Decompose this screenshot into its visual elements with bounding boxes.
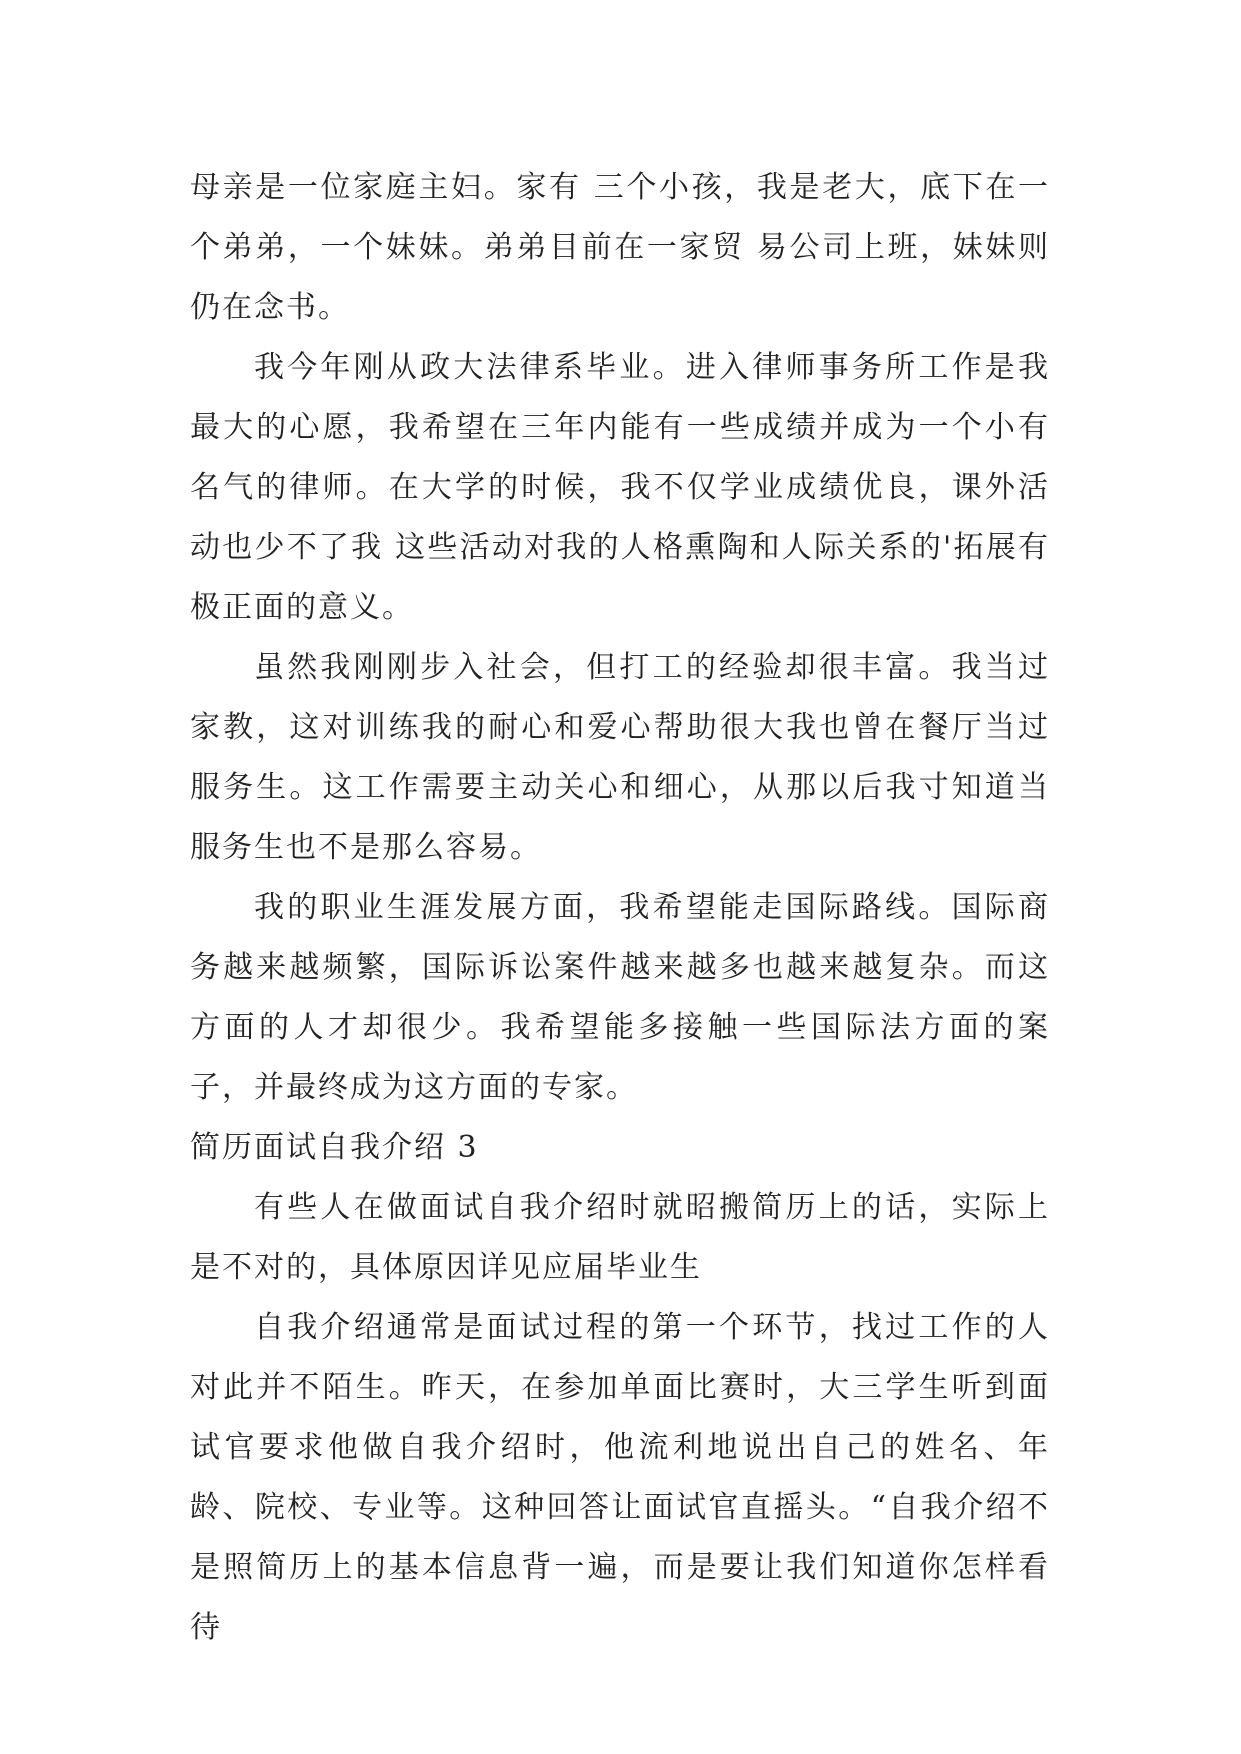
paragraph-career-plan: 我的职业生涯发展方面，我希望能走国际路线。国际商务越来越频繁，国际诉讼案件越来越多也越来越复杂。而这方面的人才却很少。我希望能多接触一些国际法方面的案子，并最终成为这方面的专家。 <box>190 890 1050 1105</box>
paragraph-work-experience: 虽然我刚刚步入社会，但打工的经验却很丰富。我当过家教，这对训练我的耐心和爱心帮助很大我也曾在餐厅当过服务生。这工作需要主动关心和细心，从那以后我寸知道当服务生也不是那么容易。 <box>190 650 1050 865</box>
paragraph-education: 我今年刚从政大法律系毕业。进入律师事务所工作是我最大的心愿，我希望在三年内能有一些成绩并成为一个小有名气的律师。在大学的时候，我不仅学业成绩优良，课外活动也少不了我 这些活动对我的人格熏陶和人际关系的'拓展有极正面的意义。 <box>190 350 1050 625</box>
document-body <box>190 158 1050 1658</box>
paragraph-intro-explanation: 自我介绍通常是面试过程的第一个环节，找过工作的人对此并不陌生。昨天，在参加单面比赛时，大三学生听到面试官要求他做自我介绍时，他流利地说出自己的姓名、年龄、院校、专业等。这种回答让面试官直摇头。“自我介绍不是照简历上的基本信息背一遍，而是要让我们知道你怎样看待 <box>190 1310 1050 1645</box>
paragraph-intro-warning: 有些人在做面试自我介绍时就昭搬简历上的话，实际上是不对的，具体原因详见应届毕业生 <box>190 1190 1050 1285</box>
section-heading: 简历面试自我介绍 3 <box>190 1130 479 1165</box>
paragraph-family: 母亲是一位家庭主妇。家有 三个小孩，我是老大，底下在一个弟弟，一个妹妹。弟弟目前在一家贸 易公司上班，妹妹则仍在念书。 <box>190 170 1050 325</box>
